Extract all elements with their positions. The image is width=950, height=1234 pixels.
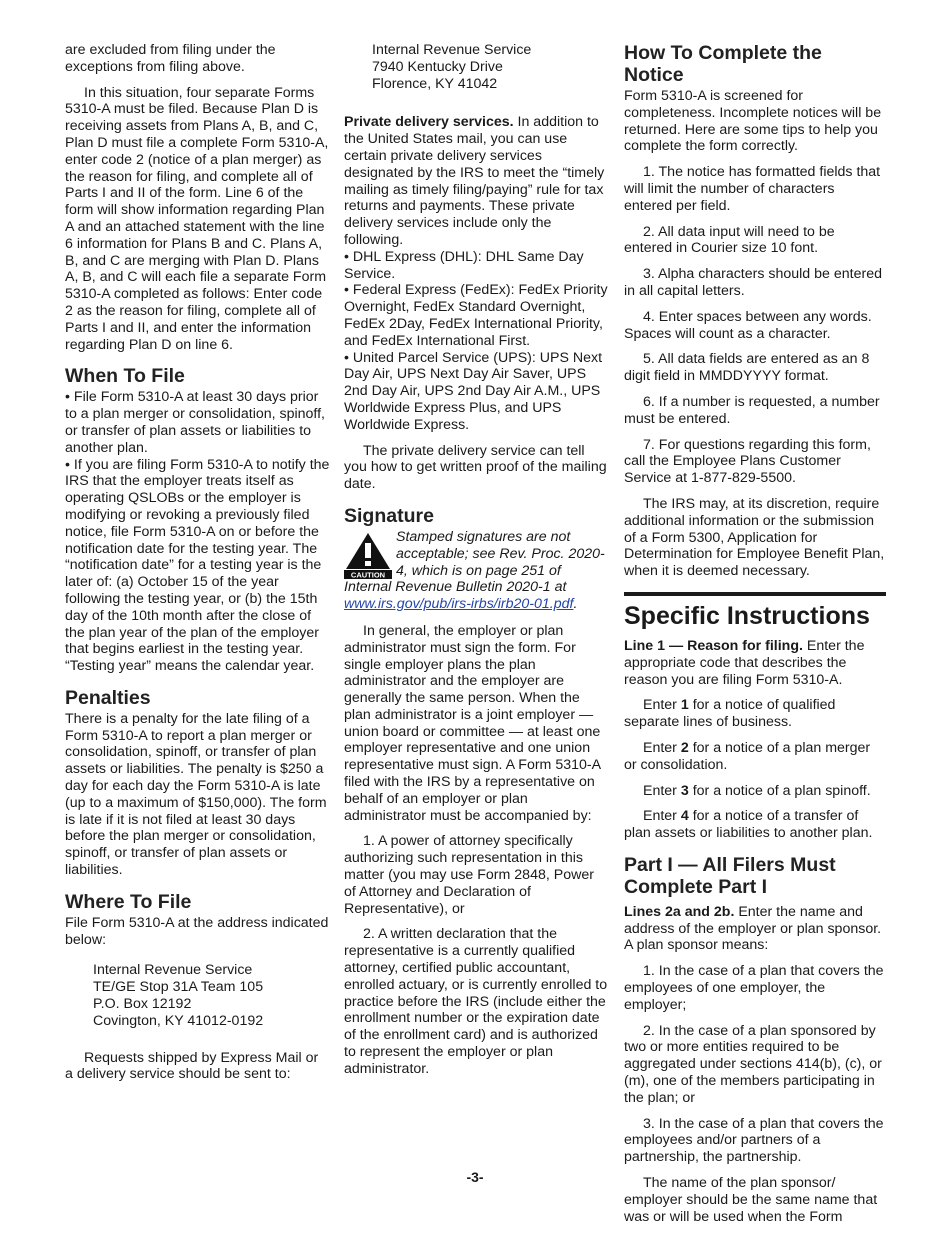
tip-item: 6. If a number is requested, a number must be entered. <box>624 393 880 427</box>
code-item <box>624 697 886 731</box>
column-left <box>65 42 330 1092</box>
paragraph: File Form 5310-A at the address indicated below: <box>65 914 329 948</box>
code-number: 1 <box>680 697 689 714</box>
paragraph: Requests shipped by Express Mail or a delivery service should be sent to: <box>65 1049 319 1083</box>
paragraph-text: Enter the appropriate code that describes the reason you are filing Form 5310-A. <box>624 637 865 688</box>
delivery-address <box>344 42 609 92</box>
tip-item: 1. The notice has formatted fields that will limit the number of characters entered per field. <box>624 164 881 214</box>
numbered-item: 2. A written declaration that the representative is a currently qualified attorney, certified public accountant, enrolled actuary, or is currently enrolled to practice before the IRS (include either the enrollment number or the expiration date of the enrollment card) and is authorized to represent the employer or plan administrator. <box>344 926 608 1077</box>
section-heading-how-to-complete: How To Complete the Notice <box>624 42 822 86</box>
column-middle <box>344 42 609 1087</box>
paragraph: In this situation, four separate Forms 5310-A must be filed. Because Plan D is receiving assets from Plans A, B, and C, Plan D must file a complete Form 5310-A, enter code 2 (notice of a plan merger) as the reason for filing, and complete all of Parts I and II of the form. Line 6 of the form will show information regarding Plan A and an attached statement with the line 6 information for Plans B and C. Plans A, B, and C are merging with Plan D. Plans A, B, and C will each file a separate Form 5310-A completed as follows: Enter code 2 as the reason for filing, complete all of Parts I and II, and enter the information regarding Plan D on line 6. <box>65 84 329 353</box>
caution-label: CAUTION <box>350 570 386 579</box>
run-in-heading: Line 1 — Reason for filing. <box>624 637 803 654</box>
paragraph: The IRS may, at its discretion, require additional information or the submission of a Form 5300, Application for Determination for Employee Benefit Plan, when it is deemed necessary. <box>624 495 885 580</box>
code-number: 4 <box>680 808 689 825</box>
bullet-item: • United Parcel Service (UPS): UPS Next Day Air, UPS Next Day Air Saver, UPS 2nd Day Air, UPS 2nd Day Air A.M., UPS Worldwide Express Plus, and UPS Worldwide Express. <box>344 349 603 433</box>
sponsor-item: 1. In the case of a plan that covers the employees of one employer, the employer; <box>624 963 884 1013</box>
run-in-heading: Lines 2a and 2b. <box>624 903 735 920</box>
sponsor-item: 3. In the case of a plan that covers the employees and/or partners of a partnership, the partnership. <box>624 1115 884 1166</box>
code-pre: Enter <box>643 808 681 825</box>
tip-item: 2. All data input will need to be entered in Courier size 10 font. <box>624 223 835 257</box>
code-number: 2 <box>680 739 689 756</box>
bullet-item: • If you are filing Form 5310-A to notify the IRS that the employer treats itself as operating QSLOBs or the employer is modifying or revoking a previously filed notice, file Form 5310-A on or before the notification date for the testing year. The “notification date” for a testing year is the later of: (a) October 15 of the year following the testing year, or (b) the 15th day of the 10th month after the close of the plan year of the plan of the employer that begins earliest in the testing year. “Testing year” means the calendar year. <box>65 456 330 675</box>
paragraph-line-1 <box>624 638 886 688</box>
code-pre: Enter <box>643 782 681 799</box>
address-line: P.O. Box 12192 <box>93 996 192 1013</box>
tip-item: 5. All data fields are entered as an 8 digit field in MMDDYYYY format. <box>624 351 870 385</box>
code-post: for a notice of qualified separate lines of business. <box>624 697 836 731</box>
address-line: TE/GE Stop 31A Team 105 <box>93 979 264 996</box>
section-heading-when-to-file: When To File <box>65 365 185 388</box>
paragraph: The name of the plan sponsor/ employer should be the same name that was or will be used when the Form <box>624 1175 878 1225</box>
code-item <box>624 740 886 774</box>
paragraph: Form 5310-A is screened for completeness. Incomplete notices will be returned. Here are some tips to help you complete the form correctly. <box>624 88 882 155</box>
paragraph-text: Enter the name and address of the employer or plan sponsor. A plan sponsor means: <box>624 903 882 954</box>
mailing-address <box>65 962 330 1029</box>
code-number: 3 <box>680 782 689 799</box>
paragraph: There is a penalty for the late filing of a Form 5310-A to report a plan merger or consolidation, spinoff, or transfer of plan assets or liabilities. The penalty is $250 a day for each day the Form 5310-A is late (up to a maximum of $150,000). The form is late if it is not filed at least 30 days before the plan merger or consolidation, spinoff, or transfer of plan assets or liabilities. <box>65 710 327 879</box>
section-heading-signature: Signature <box>344 504 434 527</box>
code-post: for a notice of a plan merger or consolidation. <box>624 739 871 773</box>
tip-item: 4. Enter spaces between any words. Spaces will count as a character. <box>624 308 872 342</box>
tip-item: 3. Alpha characters should be entered in all capital letters. <box>624 266 882 299</box>
code-pre: Enter <box>643 739 681 756</box>
paragraph: The private delivery service can tell you how to get written proof of the mailing date. <box>344 442 607 493</box>
tip-item: 7. For questions regarding this form, call the Employee Plans Customer Service at 1-877-829-5500. <box>624 436 871 487</box>
page-number: -3- <box>466 1169 484 1185</box>
section-heading-part-1: Part I — All Filers Must Complete Part I <box>624 853 836 898</box>
caution-icon <box>344 531 392 579</box>
paragraph-lines-2 <box>624 904 886 954</box>
code-item <box>624 808 886 842</box>
section-heading-penalties: Penalties <box>65 686 151 709</box>
caution-period: . <box>573 596 578 613</box>
irb-link[interactable]: www.irs.gov/pub/irs-irbs/irb20-01.pdf <box>344 596 574 613</box>
code-pre: Enter <box>643 697 681 714</box>
code-post: for a notice of a plan spinoff. <box>688 782 871 799</box>
address-line: 7940 Kentucky Drive <box>372 58 503 75</box>
section-heading-specific-instructions: Specific Instructions <box>624 601 870 630</box>
paragraph: are excluded from filing under the exceptions from filing above. <box>65 42 276 75</box>
section-rule <box>624 592 886 596</box>
caution-body: Stamped signatures are not acceptable; see Rev. Proc. 2020-4, which is on page 251 of Internal Revenue Bulletin 2020-1 at <box>344 528 605 596</box>
sponsor-item: 2. In the case of a plan sponsored by two or more entities required to be aggregated under sections 414(b), (c), or (m), one of the members participating in the plan; or <box>624 1022 882 1106</box>
address-line: Internal Revenue Service <box>93 962 253 979</box>
code-item <box>624 783 886 800</box>
section-heading-where-to-file: Where To File <box>65 890 192 913</box>
code-post: for a notice of a transfer of plan assets or liabilities to another plan. <box>624 808 873 842</box>
paragraph-text: In addition to the United States mail, you can use certain private delivery services designated by the IRS to meet the “timely mailing as timely filing/paying” rule for tax returns and payments. These private delivery services include only the following. <box>344 114 605 248</box>
paragraph: In general, the employer or plan administrator must sign the form. For single employer plans the plan administrator and the employer are generally the same person. When the plan administrator is a joint employer — union board or committee — at least one employer representative and one union representative must sign. A Form 5310-A filed with the IRS by a representative on behalf of an employer or plan administrator must be accompanied by: <box>344 622 601 824</box>
column-right <box>624 42 886 1234</box>
numbered-item: 1. A power of attorney specifically authorizing such representation in this matter (you may use Form 2848, Power of Attorney and Declaration of Representative), or <box>344 833 594 917</box>
address-line: Internal Revenue Service <box>372 42 532 58</box>
bullet-item: • Federal Express (FedEx): FedEx Priority Overnight, FedEx Standard Overnight, FedEx 2Day, FedEx International Priority, and FedEx International First. <box>344 282 608 349</box>
bullet-item: • File Form 5310-A at least 30 days prior to a plan merger or consolidation, spinoff, or transfer of plan assets or liabilities to another plan. <box>65 389 325 456</box>
address-line: Covington, KY 41012-0192 <box>93 1012 264 1029</box>
caution-note <box>344 529 609 613</box>
bullet-item: • DHL Express (DHL): DHL Same Day Service. <box>344 248 584 282</box>
address-line: Florence, KY 41042 <box>372 75 498 92</box>
paragraph-private-delivery <box>344 114 609 248</box>
run-in-heading: Private delivery services. <box>344 114 514 131</box>
